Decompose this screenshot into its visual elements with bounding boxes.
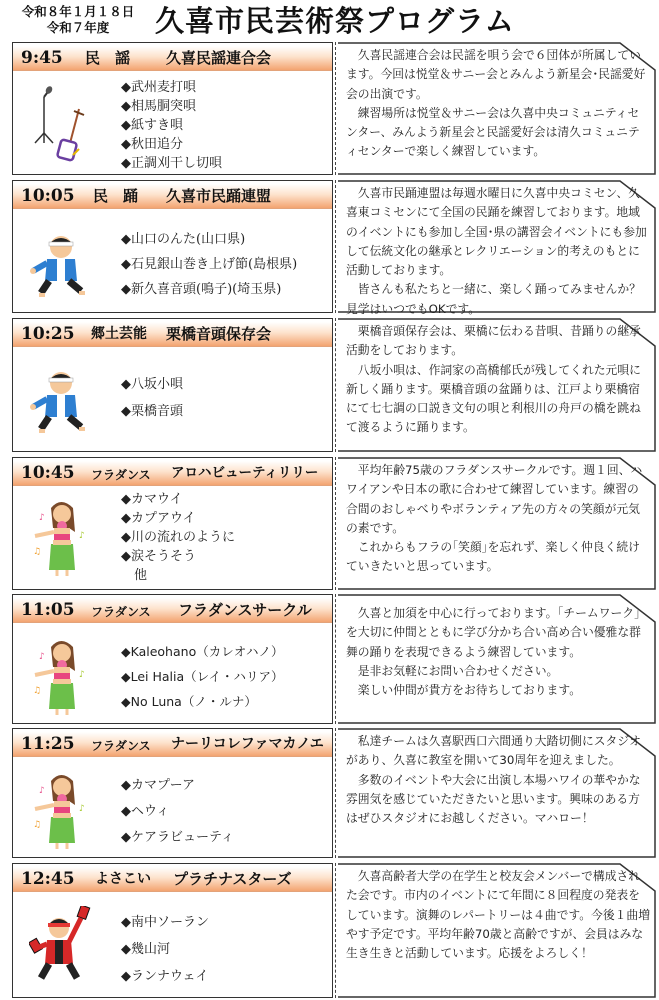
program-section: [0, 594, 659, 724]
song-item: ◆幾山河: [121, 942, 170, 957]
group-name: アロハビューティリリー: [171, 465, 319, 481]
program-section: [0, 728, 659, 858]
section-header: [13, 322, 332, 347]
start-time: 10:45: [21, 463, 75, 483]
hula-dancer-icon: [29, 771, 93, 841]
start-time: 12:45: [21, 869, 75, 889]
description-paragraph: 是非お気軽にお問い合わせください。: [357, 663, 559, 678]
description-paragraph: 私達チームは久喜駅西口六間通り大踏切側にスタジオがあり、久喜に教室を開いて30周年を迎えました。: [346, 734, 641, 768]
divider: [335, 863, 336, 998]
song-list: [121, 371, 183, 425]
description-panel: [338, 863, 656, 998]
performance-panel: [12, 318, 333, 452]
date-block: [8, 4, 148, 36]
program-section: [0, 180, 659, 316]
start-time: 10:25: [21, 324, 75, 344]
song-item: ◆正調刈干し切唄: [121, 156, 222, 171]
page-title: 久喜市民芸術祭プログラム: [155, 4, 515, 38]
hula-dancer-icon: [29, 498, 93, 568]
description-paragraph: 多数のイベントや大会に出演し本場ハワイの華やかな雰囲気を感じていただきたいと思います。興味のある方はぜひスタジオにお越しください。マハロー！: [346, 772, 641, 826]
song-item: ◆Lei Halia（レイ・ハリア）: [121, 669, 284, 684]
description-paragraph: 久喜市民踊連盟は毎週水曜日に久喜中央コミセン、久喜東コミセンにて全国の民踊を練習しております。地域のイベントにも参加し全国･県の講習会イベントにも参加して伝統文化の継承とレクリエーション的考えのもとに活動しております。: [346, 186, 647, 278]
song-item: ◆カマプーア: [121, 778, 195, 793]
description-panel: [338, 457, 656, 590]
genre: 民 踊: [93, 187, 139, 205]
group-name: 久喜民謡連合会: [166, 49, 272, 67]
group-name: ナーリコレファマカノエ: [171, 736, 324, 752]
description-text: [346, 867, 650, 963]
divider: [335, 42, 336, 175]
song-item: ◆栗橋音頭: [121, 404, 183, 419]
group-name: プラチナスターズ: [173, 870, 292, 888]
section-header: [13, 598, 332, 623]
description-paragraph: 皆さんも私たちと一緒に、楽しく踊ってみませんか？見学はいつでもOKです。: [346, 282, 641, 316]
song-list: [121, 227, 297, 302]
divider: [335, 594, 336, 724]
microphone-shamisen-icon: [29, 85, 93, 155]
song-item: ◆石見銀山巻き上げ節(島根県): [121, 257, 298, 272]
song-item: 他: [121, 568, 148, 583]
song-item: ◆ランナウェイ: [121, 969, 209, 984]
group-name: 久喜市民踊連盟: [166, 187, 272, 205]
genre: フラダンス: [91, 739, 151, 753]
description-paragraph: 久喜と加須を中心に行っております。｢チームワーク｣を大切に仲間とともに学び分かち合い高め合い優雅な群舞の踊りを表現できるよう練習しています。: [346, 606, 641, 659]
divider: [335, 180, 336, 313]
description-paragraph: 八坂小唄は、作詞家の高橋郁氏が残してくれた元唄に新しく踊ります。栗橋音頭の盆踊りは、江戸より栗橋宿にて七七調の口説き文句の唄と利根川の舟戸の橋を跳ねて渡るように踊ります。: [346, 362, 641, 435]
happi-dancer-icon: [29, 231, 93, 301]
happi-dancer-icon: [29, 367, 93, 437]
song-list: [121, 773, 234, 851]
section-header: [13, 461, 332, 486]
start-time: 10:05: [21, 186, 75, 206]
description-text: [346, 461, 650, 577]
song-item: ◆カプアウイ: [121, 511, 196, 526]
page-header: [0, 0, 659, 42]
performance-panel: [12, 457, 333, 590]
divider: [335, 318, 336, 452]
description-text: [346, 184, 650, 319]
description-panel: [338, 180, 656, 316]
section-header: [13, 867, 332, 892]
svg-text:♫: ♫: [33, 686, 42, 696]
fiscal-year: 令和７年度: [46, 20, 110, 35]
svg-text:♫: ♫: [33, 547, 42, 557]
svg-text:♪: ♪: [79, 804, 85, 814]
description-panel: [338, 728, 656, 858]
divider: [335, 728, 336, 858]
genre: 郷土芸能: [91, 326, 147, 342]
song-list: [121, 909, 209, 990]
start-time: 9:45: [21, 48, 63, 68]
song-item: ◆八坂小唄: [121, 377, 183, 392]
song-list: [121, 490, 235, 585]
group-name: 栗橋音頭保存会: [166, 325, 272, 343]
song-item: ◆ヘウィ: [121, 804, 170, 819]
performance-panel: [12, 594, 333, 724]
description-paragraph: これからもフラの｢笑顔｣を忘れず、楽しく仲良く続けていきたいと思っています。: [346, 540, 640, 574]
program-section: [0, 42, 659, 175]
song-item: ◆相馬胴突唄: [121, 99, 196, 114]
performance-panel: [12, 863, 333, 998]
song-item: ◆No Luna（ノ・ルナ）: [121, 694, 257, 709]
svg-text:♪: ♪: [79, 531, 85, 541]
description-text: [346, 732, 650, 828]
song-list: [121, 78, 222, 173]
yosakoi-dancer-icon: [29, 906, 93, 976]
description-paragraph: 練習場所は悦堂＆サニー会は久喜中央コミュニティセンター、みんよう新星会と民謡愛好会は清久コミュニティセンターで楽しく練習しています。: [346, 105, 640, 159]
program-section: [0, 457, 659, 590]
section-header: [13, 46, 332, 71]
song-item: ◆Kaleohano（カレオハノ）: [121, 644, 284, 659]
performance-panel: [12, 42, 333, 175]
description-panel: [338, 594, 656, 724]
section-header: [13, 732, 332, 757]
song-item: ◆川の流れのように: [121, 530, 235, 545]
description-panel: [338, 318, 656, 452]
description-paragraph: 栗橋音頭保存会は、栗橋に伝わる昔唄、昔踊りの継承活動をしております。: [346, 324, 641, 358]
song-item: ◆カマウイ: [121, 492, 183, 507]
svg-text:♪: ♪: [39, 513, 45, 523]
performance-panel: [12, 728, 333, 858]
genre: フラダンス: [91, 468, 151, 482]
song-item: ◆秋田追分: [121, 137, 183, 152]
group-name: フラダンスサークル: [178, 601, 312, 619]
program-section: [0, 863, 659, 998]
description-paragraph: 楽しい仲間が貴方をお待ちしております。: [357, 683, 581, 698]
start-time: 11:05: [21, 600, 75, 620]
svg-text:♪: ♪: [79, 670, 85, 680]
description-text: [346, 604, 650, 700]
start-time: 11:25: [21, 734, 75, 754]
svg-text:♪: ♪: [39, 786, 45, 796]
genre: よさこい: [95, 871, 151, 887]
song-item: ◆武州麦打唄: [121, 80, 196, 95]
song-item: ◆山口のんた(山口県): [121, 232, 246, 247]
program-section: [0, 318, 659, 452]
description-paragraph: 久喜民謡連合会は民謡を唄う会で６団体が所属しています。今回は悦堂＆サニー会とみんよう新星会･民謡愛好会の出演です。: [346, 48, 646, 101]
song-list: [121, 639, 284, 714]
song-item: ◆新久喜音頭(鳴子)(埼玉県): [121, 282, 282, 297]
song-item: ◆ケアラビューティ: [121, 830, 234, 845]
divider: [335, 457, 336, 590]
description-paragraph: 平均年齢75歳のフラダンスサークルです。週１回、ハワイアンや日本の歌に合わせて練習しています。練習の合間のおしゃべりやボランティア先の方々の笑顔が元気の素です。: [346, 463, 643, 535]
svg-text:♪: ♪: [39, 652, 45, 662]
section-header: [13, 184, 332, 209]
description-panel: [338, 42, 656, 175]
genre: 民 謡: [85, 49, 131, 67]
svg-text:♫: ♫: [33, 820, 42, 830]
description-text: [346, 46, 650, 162]
song-item: ◆涙そうそう: [121, 549, 196, 564]
event-date: 令和８年１月１８日: [21, 4, 135, 19]
genre: フラダンス: [91, 605, 151, 619]
performance-panel: [12, 180, 333, 313]
song-item: ◆紙すき唄: [121, 118, 183, 133]
description-paragraph: 久喜高齢者大学の在学生と校友会メンバーで構成された会です。市内のイベントにて年間に８回程度の発表をしています。演舞のレパートリーは４曲です。今後１曲増やす予定です。平均年齢70歳と高齢ですが、会員はみな生き生きと活動しています。応援をよろしく！: [346, 869, 651, 961]
description-text: [346, 322, 650, 438]
song-item: ◆南中ソーラン: [121, 915, 209, 930]
hula-dancer-icon: [29, 637, 93, 707]
